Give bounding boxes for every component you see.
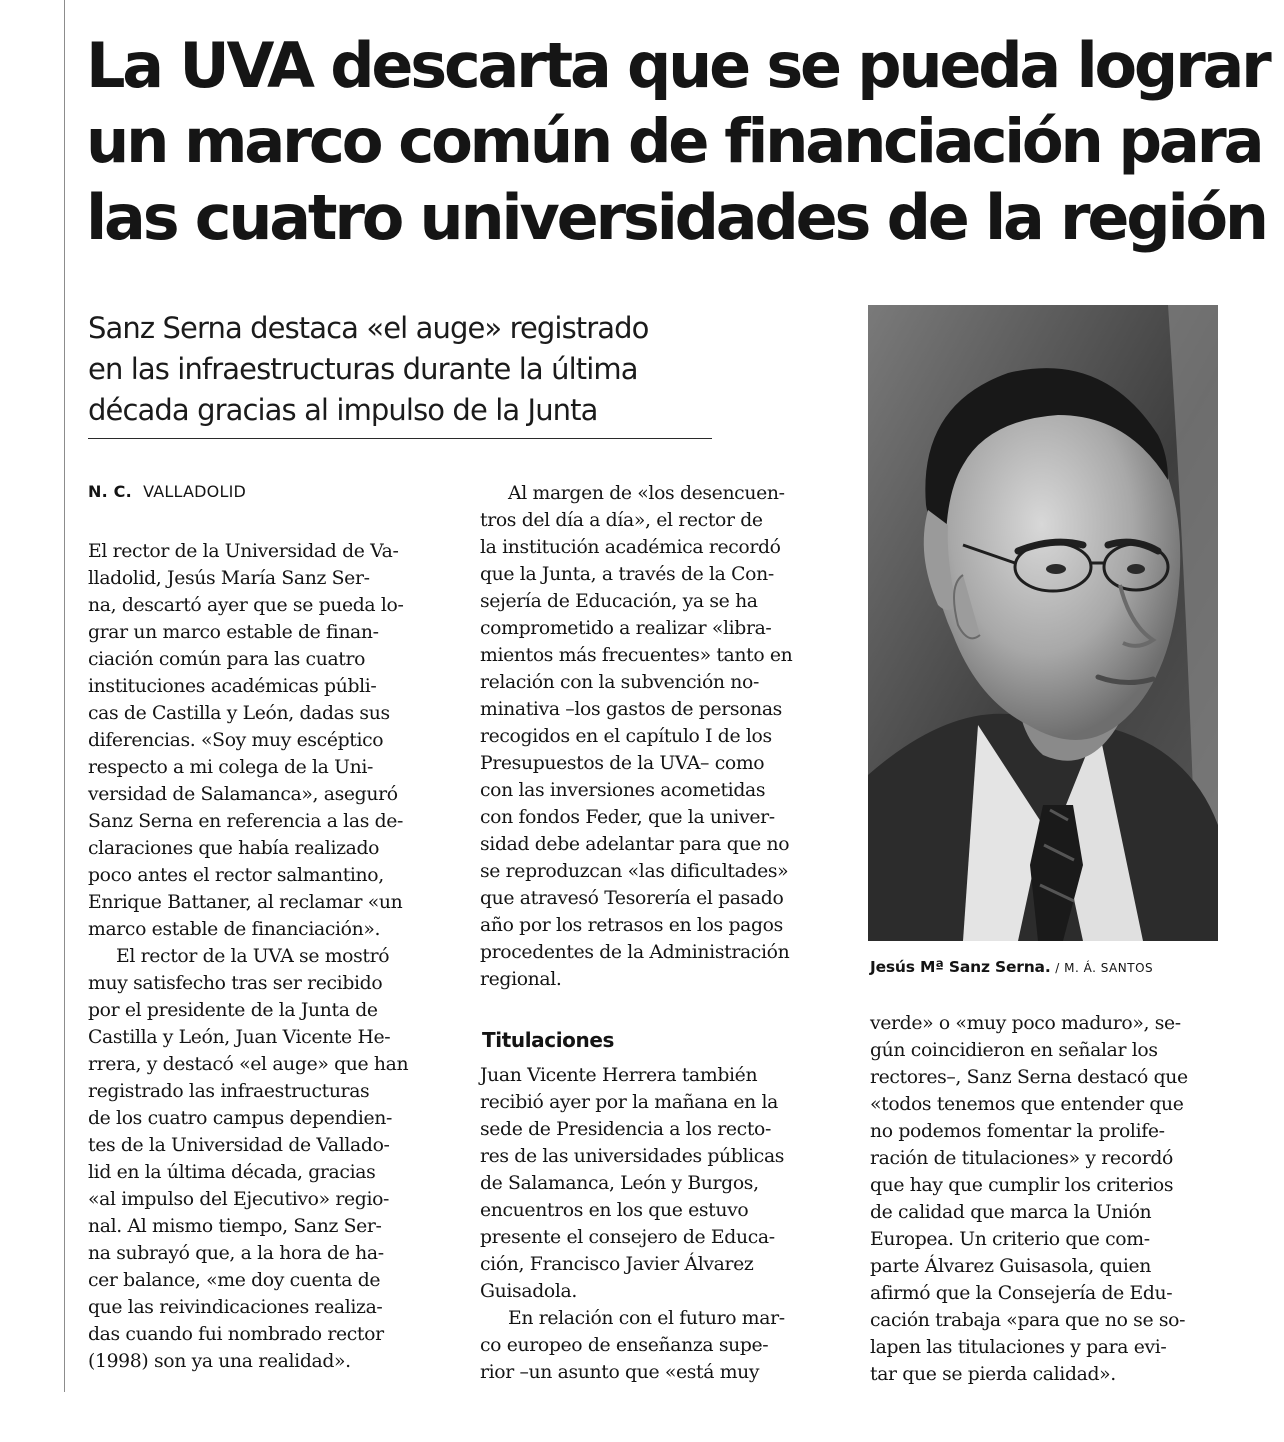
caption-name: Jesús Mª Sanz Serna. — [870, 958, 1051, 976]
text-line: que la Junta, a través de la Con- — [480, 564, 774, 585]
text-line: procedentes de la Administración — [480, 942, 790, 963]
text-line: se reproduzcan «las dificultades» — [480, 861, 789, 882]
subheadline-line: Sanz Serna destaca «el auge» registrado — [88, 311, 649, 345]
text-line: diferencias. «Soy muy escéptico — [88, 730, 384, 751]
text-line: res de las universidades públicas — [480, 1146, 785, 1167]
article-column-2 — [480, 480, 836, 993]
text-line: (1998) son ya una realidad». — [88, 1351, 351, 1372]
text-line: «todos tenemos que entender que — [870, 1094, 1184, 1115]
byline-place: VALLADOLID — [143, 482, 247, 501]
text-line: co europeo de enseñanza supe- — [480, 1335, 769, 1356]
text-line: Presupuestos de la UVA– como — [480, 753, 765, 774]
text-line: verde» o «muy poco maduro», se- — [870, 1013, 1181, 1034]
text-line: tros del día a día», el rector de — [480, 510, 763, 531]
portrait-photo — [868, 305, 1218, 941]
text-line: tes de la Universidad de Vallado- — [88, 1135, 390, 1156]
text-line: encuentros en los que estuvo — [480, 1200, 749, 1221]
text-line: afirmó que la Consejería de Edu- — [870, 1283, 1173, 1304]
article-column-1 — [88, 538, 444, 1375]
text-line: lapen las titulaciones y para evi- — [870, 1337, 1167, 1358]
text-line: El rector de la Universidad de Va- — [88, 541, 399, 562]
byline-author: N. C. — [88, 482, 132, 501]
subheadline-line: en las infraestructuras durante la última — [88, 352, 638, 386]
text-line: ción, Francisco Javier Álvarez — [480, 1254, 754, 1275]
text-line: lladolid, Jesús María Sanz Ser- — [88, 568, 370, 589]
article-column-3 — [870, 1010, 1226, 1388]
text-line: cer balance, «me doy cuenta de — [88, 1270, 381, 1291]
text-line: rrera, y destacó «el auge» que han — [88, 1054, 409, 1075]
text-line: ración de titulaciones» y recordó — [870, 1148, 1173, 1169]
headline-line: un marco común de financiación para — [86, 107, 1262, 177]
text-line: recogidos en el capítulo I de los — [480, 726, 772, 747]
text-line: Al margen de «los desencuen- — [508, 483, 785, 504]
photo-caption — [870, 958, 1153, 976]
caption-credit: / M. Á. SANTOS — [1055, 961, 1154, 975]
text-line: la institución académica recordó — [480, 537, 781, 558]
text-line: ciación común para las cuatro — [88, 649, 366, 670]
text-line: poco antes el rector salmantino, — [88, 865, 384, 886]
text-line: Guisadola. — [480, 1281, 577, 1302]
text-line: na, descartó ayer que se pueda lo- — [88, 595, 404, 616]
text-line: de calidad que marca la Unión — [870, 1202, 1152, 1223]
text-line: versidad de Salamanca», aseguró — [88, 784, 398, 805]
text-line: nal. Al mismo tiempo, Sanz Ser- — [88, 1216, 382, 1237]
text-line: rectores–, Sanz Serna destacó que — [870, 1067, 1188, 1088]
text-line: no podemos fomentar la prolife- — [870, 1121, 1165, 1142]
margin-rule — [64, 0, 65, 1392]
section-heading: Titulaciones — [482, 1028, 615, 1052]
text-line: lid en la última década, gracias — [88, 1162, 376, 1183]
text-line: Castilla y León, Juan Vicente He- — [88, 1027, 391, 1048]
byline — [88, 482, 246, 501]
text-line: parte Álvarez Guisasola, quien — [870, 1256, 1152, 1277]
text-line: recibió ayer por la mañana en la — [480, 1092, 778, 1113]
text-line: presente el consejero de Educa- — [480, 1227, 775, 1248]
text-line: de Salamanca, León y Burgos, — [480, 1173, 759, 1194]
text-line: registrado las infraestructuras — [88, 1081, 370, 1102]
text-line: El rector de la UVA se mostró — [116, 946, 390, 967]
text-line: cación trabaja «para que no se so- — [870, 1310, 1186, 1331]
text-line: Enrique Battaner, al reclamar «un — [88, 892, 403, 913]
text-line: de los cuatro campus dependien- — [88, 1108, 393, 1129]
text-line: Europea. Un criterio que com- — [870, 1229, 1150, 1250]
text-line: mientos más frecuentes» tanto en — [480, 645, 793, 666]
text-line: grar un marco estable de finan- — [88, 622, 379, 643]
headline — [86, 28, 1276, 256]
text-line: gún coincidieron en señalar los — [870, 1040, 1158, 1061]
text-line: «al impulso del Ejecutivo» regio- — [88, 1189, 390, 1210]
text-line: claraciones que había realizado — [88, 838, 380, 859]
article-column-2-continued — [480, 1062, 836, 1386]
text-line: que las reivindicaciones realiza- — [88, 1297, 383, 1318]
text-line: sejería de Educación, ya se ha — [480, 591, 758, 612]
subheadline-line: década gracias al impulso de la Junta — [88, 393, 598, 427]
text-line: sede de Presidencia a los recto- — [480, 1119, 771, 1140]
text-line: marco estable de financiación». — [88, 919, 381, 940]
text-line: por el presidente de la Junta de — [88, 1000, 378, 1021]
text-line: Sanz Serna en referencia a las de- — [88, 811, 404, 832]
text-line: En relación con el futuro mar- — [508, 1308, 785, 1329]
subheadline-divider — [88, 438, 712, 439]
text-line: con las inversiones acometidas — [480, 780, 766, 801]
text-line: das cuando fui nombrado rector — [88, 1324, 384, 1345]
text-line: minativa –los gastos de personas — [480, 699, 782, 720]
text-line: que atravesó Tesorería el pasado — [480, 888, 784, 909]
subheadline — [88, 308, 768, 431]
text-line: que hay que cumplir los criterios — [870, 1175, 1174, 1196]
text-line: sidad debe adelantar para que no — [480, 834, 790, 855]
text-line: relación con la subvención no- — [480, 672, 759, 693]
text-line: con fondos Feder, que la univer- — [480, 807, 775, 828]
text-line: muy satisfecho tras ser recibido — [88, 973, 383, 994]
text-line: año por los retrasos en los pagos — [480, 915, 783, 936]
text-line: rior –un asunto que «está muy — [480, 1362, 760, 1383]
text-line: comprometido a realizar «libra- — [480, 618, 772, 639]
text-line: Juan Vicente Herrera también — [480, 1065, 758, 1086]
text-line: na subrayó que, a la hora de ha- — [88, 1243, 384, 1264]
text-line: cas de Castilla y León, dadas sus — [88, 703, 390, 724]
headline-line: La UVA descarta que se pueda lograr — [86, 29, 1269, 102]
text-line: regional. — [480, 969, 562, 990]
text-line: respecto a mi colega de la Uni- — [88, 757, 374, 778]
text-line: instituciones académicas públi- — [88, 676, 377, 697]
text-line: tar que se pierda calidad». — [870, 1364, 1116, 1385]
headline-line: las cuatro universidades de la región — [86, 181, 1266, 254]
